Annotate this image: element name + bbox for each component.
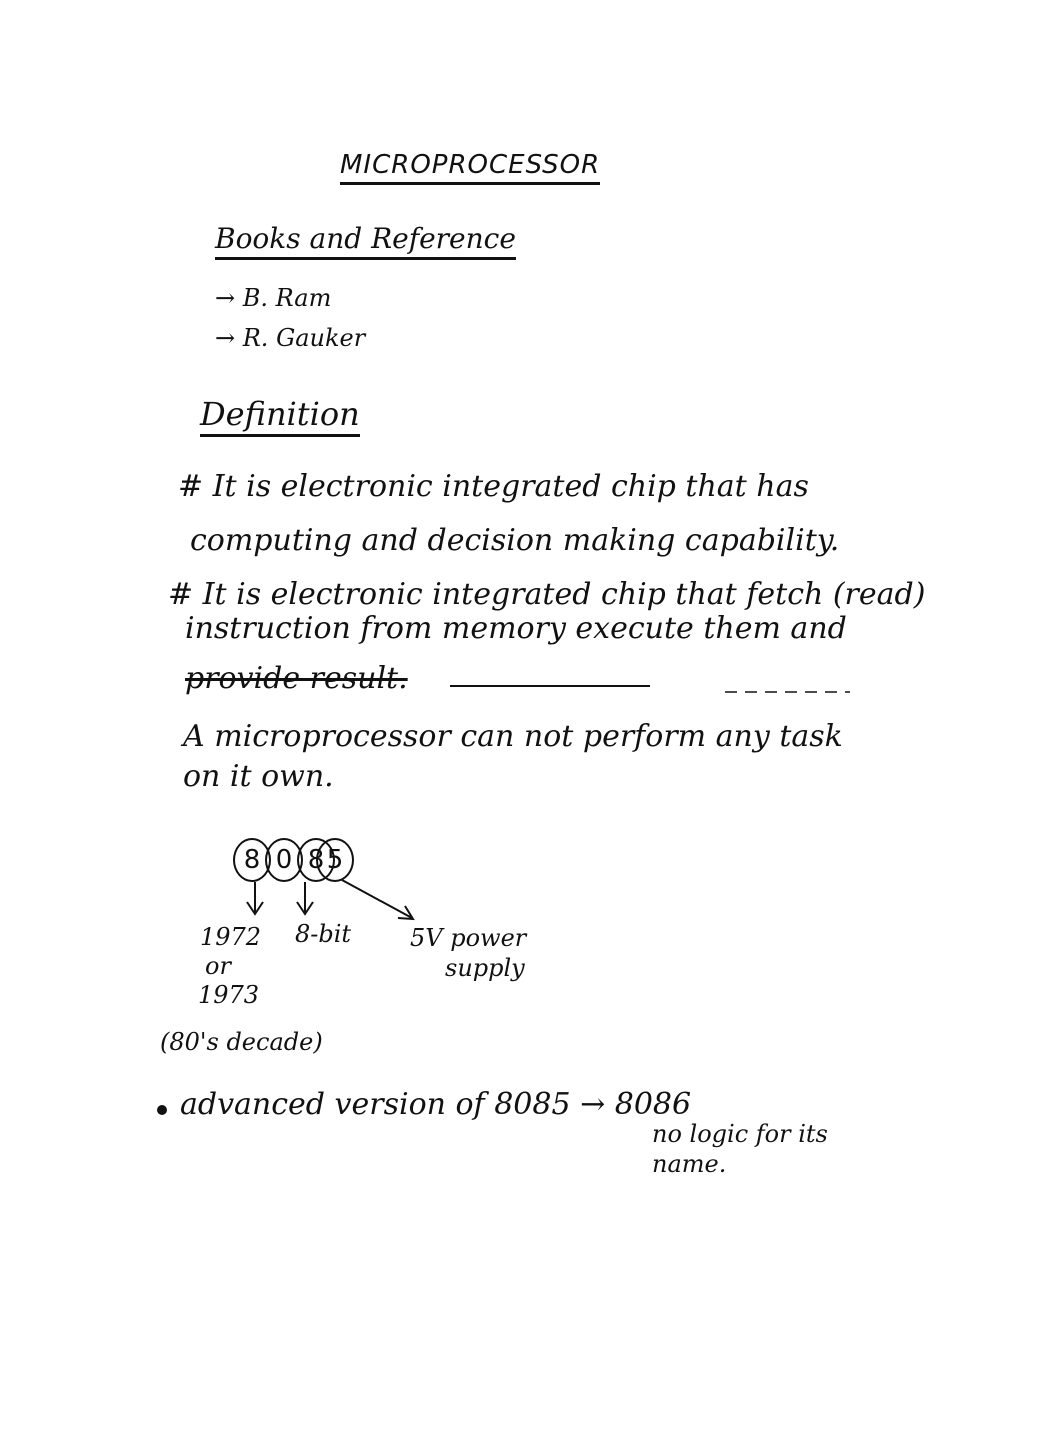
definition-line: instruction from memory execute them and <box>185 611 847 646</box>
advanced-line: advanced version of 8085 → 8086 <box>180 1087 692 1122</box>
chip-digit: 8 <box>233 838 271 882</box>
note-line: on it own. <box>183 759 334 794</box>
books-heading: Books and Reference <box>215 225 516 260</box>
advanced-note: name. <box>652 1150 727 1178</box>
arrow-icon <box>247 882 263 914</box>
definition-line: # It is electronic integrated chip that has <box>178 469 809 504</box>
bullet-icon <box>157 1105 167 1115</box>
book-item: → R. Gauker <box>215 324 366 352</box>
definition-line: computing and decision making capability. <box>190 523 840 558</box>
year-line: 1973 <box>198 981 260 1009</box>
definition-line: provide result. <box>185 661 408 696</box>
definition-line: # It is electronic integrated chip that fetch (read) <box>168 577 926 612</box>
year-line: or <box>205 952 231 980</box>
arrow-icon <box>342 880 413 919</box>
chip-digit: 0 <box>265 838 303 882</box>
year-line: 1972 <box>200 923 262 951</box>
advanced-note: no logic for its <box>652 1120 828 1148</box>
power-line: 5V power <box>410 924 527 952</box>
chip-digit: 8 <box>297 838 335 882</box>
decade-label: (80's decade) <box>160 1028 323 1056</box>
definition-heading: Definition <box>200 398 360 437</box>
power-line: supply <box>445 954 525 982</box>
arrow-icon <box>297 882 313 914</box>
note-line: A microprocessor can not perform any task <box>183 719 843 754</box>
book-item: → B. Ram <box>215 284 332 312</box>
page-title: MICROPROCESSOR <box>340 152 600 185</box>
chip-digit: 5 <box>316 838 354 882</box>
bits-label: 8-bit <box>295 920 352 948</box>
